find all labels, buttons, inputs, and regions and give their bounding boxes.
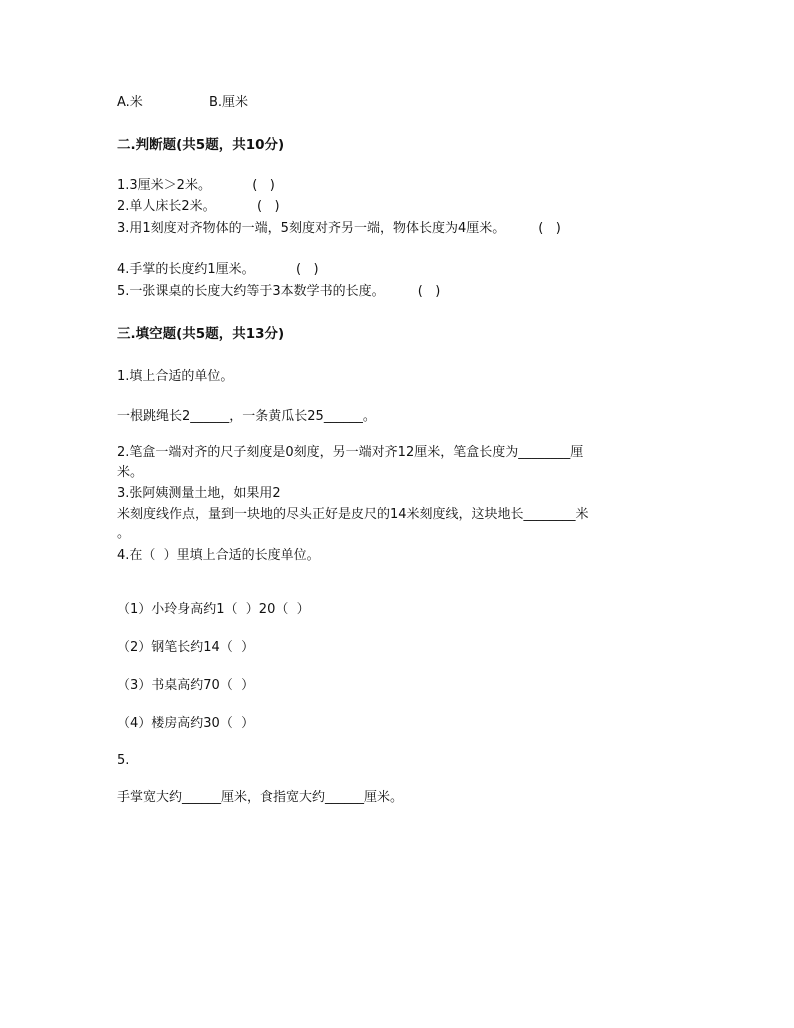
fill-q5-title: 5.: [117, 753, 130, 768]
fill-q5-text: 手掌宽大约______厘米，食指宽大约______厘米。: [117, 790, 404, 805]
choice-a: A.米: [117, 95, 143, 110]
fill-q4-item-2: （2）钢笔长约14（ ）: [117, 640, 255, 655]
fill-q4-item-3: （3）书桌高约70（ ）: [117, 678, 255, 693]
judge-q4: 4.手掌的长度约1厘米。 ( ): [117, 262, 319, 277]
fill-q3-line1: 3.张阿姨测量土地，如果用2: [117, 486, 281, 501]
fill-q2-line1: 2.笔盒一端对齐的尺子刻度是0刻度，另一端对齐12厘米，笔盒长度为________厘: [117, 445, 584, 460]
judge-q1: 1.3厘米＞2米。 ( ): [117, 178, 275, 193]
choice-b: B.厘米: [209, 95, 249, 110]
fill-q1-title: 1.填上合适的单位。: [117, 369, 234, 384]
fill-q2-line2: 米。: [117, 465, 144, 480]
judge-q2: 2.单人床长2米。 ( ): [117, 199, 280, 214]
section2-heading: 二.判断题(共5题，共10分): [117, 137, 285, 153]
section3-heading: 三.填空题(共5题，共13分): [117, 326, 285, 342]
judge-q5: 5.一张课桌的长度大约等于3本数学书的长度。 ( ): [117, 284, 441, 299]
fill-q4-item-4: （4）楼房高约30（ ）: [117, 716, 255, 731]
fill-q1-text: 一根跳绳长2______，一条黄瓜长25______。: [117, 409, 376, 424]
fill-q3-line2: 米刻度线作点，量到一块地的尽头正好是皮尺的14米刻度线，这块地长________米: [117, 507, 589, 522]
fill-q4-title: 4.在（ ）里填上合适的长度单位。: [117, 548, 320, 563]
fill-q3-line3: 。: [117, 526, 131, 541]
fill-q4-item-1: （1）小玲身高约1（ ）20（ ）: [117, 602, 310, 617]
judge-q3: 3.用1刻度对齐物体的一端，5刻度对齐另一端，物体长度为4厘米。 ( ): [117, 221, 561, 236]
